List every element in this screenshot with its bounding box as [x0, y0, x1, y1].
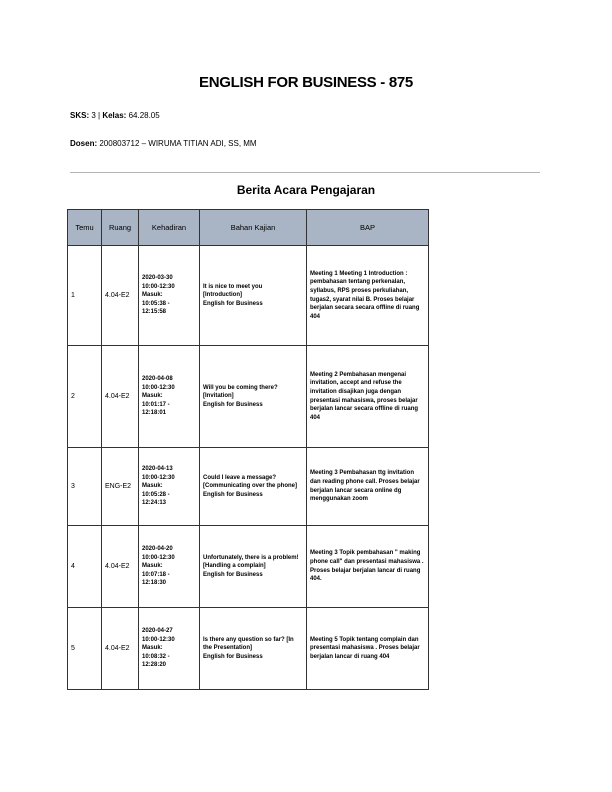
header-bahan-kajian: Bahan Kajian	[200, 210, 307, 246]
cell-temu: 2	[68, 346, 102, 448]
cell-kehadiran	[139, 608, 200, 690]
kehadiran-text: 2020-04-13 10:00-12:30 Masuk: 10:05:28 - 12:24:13	[142, 466, 175, 507]
cell-bap: Meeting 1 Meeting 1 Introduction : pembahasan tentang perkenalan, syllabus, RPS proses perkuliahan, tugas2, syarat nilai B. Proses belajar berjalan secara secara offline di ruang 404	[307, 246, 429, 346]
cell-bahan-kajian	[200, 526, 307, 608]
sks-value: 3 |	[89, 111, 103, 120]
dosen-value: 200803712 – WIRUMA TITIAN ADI, SS, MM	[97, 139, 257, 148]
cell-kehadiran	[139, 526, 200, 608]
cell-temu: 5	[68, 608, 102, 690]
cell-bap: Meeting 3 Topik pembahasan " making phone call" dan presentasi mahasiswa . Proses belajar berjalan lancar di ruang 404.	[307, 526, 429, 608]
cell-ruang: 4.04-E2	[102, 526, 139, 608]
cell-bap: Meeting 2 Pembahasan mengenai invitation, accept and refuse the invitation disajikan juga dengan presentasi mahasiswa, proses belajar berjalan lancar secara offline di ruang 404	[307, 346, 429, 448]
cell-temu: 4	[68, 526, 102, 608]
course-title: ENGLISH FOR BUSINESS - 875	[199, 74, 413, 91]
bahan-text: Unfortunately, there is a problem! [Handling a complain] English for Business	[203, 554, 299, 578]
header-kehadiran: Kehadiran	[139, 210, 200, 246]
cell-ruang: ENG-E2	[102, 448, 139, 526]
cell-bahan-kajian	[200, 608, 307, 690]
bahan-text: Is there any question so far? [In the Presentation] English for Business	[203, 636, 294, 660]
kelas-value: 64.28.05	[126, 111, 160, 120]
cell-bahan-kajian	[200, 448, 307, 526]
table-row	[68, 448, 429, 526]
sks-label: SKS:	[70, 111, 90, 120]
kelas-label: Kelas:	[102, 111, 127, 120]
kehadiran-text: 2020-03-30 10:00-12:30 Masuk: 10:05:38 - 12:15:58	[142, 275, 175, 316]
course-meta	[70, 111, 160, 120]
table-row	[68, 608, 429, 690]
cell-bahan-kajian	[200, 346, 307, 448]
bahan-text: It is nice to meet you [Introduction] English for Business	[203, 283, 263, 307]
cell-bap: Meeting 3 Pembahasan ttg invitation dan reading phone call. Proses belajar berjalan lancar secara online dg menggunakan zoom	[307, 448, 429, 526]
kehadiran-text: 2020-04-27 10:00-12:30 Masuk: 10:08:32 - 12:28:20	[142, 628, 175, 669]
bahan-text: Will you be coming there? [Invitation] English for Business	[203, 384, 278, 408]
cell-temu: 3	[68, 448, 102, 526]
teaching-record-table	[67, 209, 429, 690]
dosen-label: Dosen:	[70, 139, 98, 148]
table-row	[68, 246, 429, 346]
lecturer-meta	[70, 139, 257, 148]
header-ruang: Ruang	[102, 210, 139, 246]
table-header-row	[68, 210, 429, 246]
cell-bahan-kajian	[200, 246, 307, 346]
cell-temu: 1	[68, 246, 102, 346]
table-row	[68, 526, 429, 608]
kehadiran-text: 2020-04-08 10:00-12:30 Masuk: 10:01:17 - 12:18:01	[142, 376, 175, 417]
cell-ruang: 4.04-E2	[102, 246, 139, 346]
header-bap: BAP	[307, 210, 429, 246]
cell-bap: Meeting 5 Topik tentang complain dan presentasi mahasiswa . Proses belajar berjalan lancar di ruang 404	[307, 608, 429, 690]
bahan-text: Could I leave a message? [Communicating over the phone] English for Business	[203, 474, 298, 498]
cell-kehadiran	[139, 448, 200, 526]
header-temu: Temu	[68, 210, 102, 246]
cell-ruang: 4.04-E2	[102, 346, 139, 448]
section-title: Berita Acara Pengajaran	[236, 183, 376, 197]
cell-kehadiran	[139, 346, 200, 448]
kehadiran-text: 2020-04-20 10:00-12:30 Masuk: 10:07:18 - 12:18:30	[142, 546, 175, 587]
divider	[70, 172, 540, 173]
table-row	[68, 346, 429, 448]
cell-kehadiran	[139, 246, 200, 346]
cell-ruang: 4.04-E2	[102, 608, 139, 690]
